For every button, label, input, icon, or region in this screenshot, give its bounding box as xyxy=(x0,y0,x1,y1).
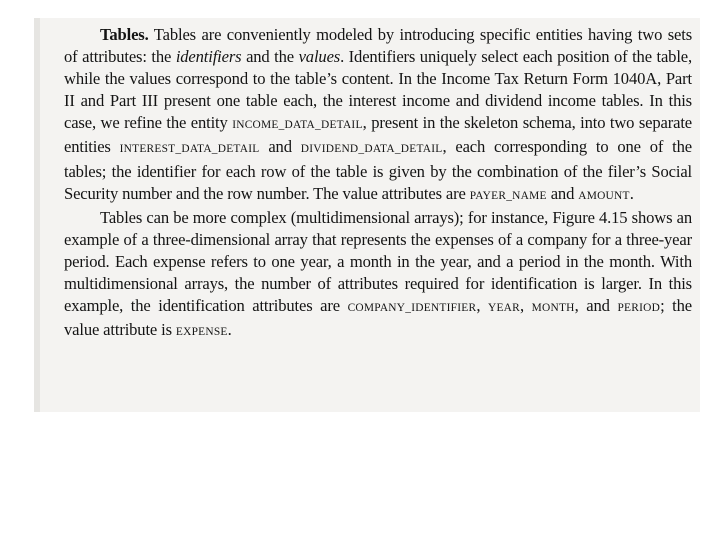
text-run: and xyxy=(546,183,579,203)
text-run: , present in the skeleton schema, into two separate entities xyxy=(64,113,693,157)
attribute-name: YEAR xyxy=(487,302,520,315)
text-run: . Identifiers uniquely select each position of the table, while the values correspond to the table’s content. In the Income Tax Return Form 1040A, Part II and Part III present one table each, the interest income and dividend income tables. In this case, we refine the entity xyxy=(64,47,692,133)
term-identifiers: identifiers xyxy=(175,47,242,67)
text-run: , xyxy=(476,296,488,316)
attribute-name: AMOUNT xyxy=(578,189,630,202)
text-run: , and xyxy=(574,296,618,316)
text-run: Tables can be more complex (multidimensional arrays); for instance, Figure 4.15 shows an example of a three-dimensional array that represents the expenses of a company for a three-year period. Each expense refers to one year, a month in the year, and a period in the month. With multidimensional arrays, the number of attributes required for identification is larger. In this example, the identification attributes are xyxy=(64,207,692,316)
entity-name: DIVIDEND_DATA_DETAIL xyxy=(300,143,443,156)
term-values: values xyxy=(298,47,341,67)
text-run: and the xyxy=(241,47,299,67)
scanned-page xyxy=(34,18,700,412)
text-run: . xyxy=(629,183,634,203)
attribute-name: COMPANY_IDENTIFIER xyxy=(347,302,477,315)
entity-name: INCOME_DATA_DETAIL xyxy=(232,119,363,132)
text-run: . xyxy=(227,320,232,340)
text-run: and xyxy=(259,137,301,157)
section-heading: Tables. xyxy=(100,25,149,44)
text-run: ; the value attribute is xyxy=(64,296,692,340)
attribute-name: PAYER_NAME xyxy=(469,189,547,202)
paragraph-multidimensional xyxy=(64,207,692,344)
attribute-name: MONTH xyxy=(531,302,575,315)
text-run: Tables are conveniently modeled by introducing specific entities having two sets of attributes: the xyxy=(64,25,692,67)
paragraph-tables xyxy=(64,24,692,207)
attribute-name: EXPENSE xyxy=(175,326,228,339)
text-body xyxy=(64,24,692,343)
entity-name: INTEREST_DATA_DETAIL xyxy=(119,143,260,156)
text-run: , xyxy=(520,296,532,316)
attribute-name: PERIOD xyxy=(617,302,661,315)
text-run: , each corresponding to one of the tables; the identifier for each row of the table is given by the combination of the filer’s Social Security number and the row number. The value attributes are xyxy=(64,137,692,203)
page-edge-shadow xyxy=(34,18,40,412)
